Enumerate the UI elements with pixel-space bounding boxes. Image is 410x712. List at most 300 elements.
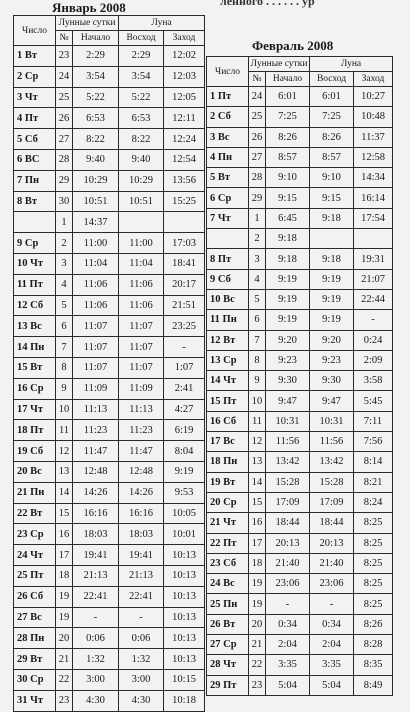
lunar-start-cell: 10:51 [73, 191, 119, 212]
lunar-num-cell: 10 [56, 399, 73, 420]
header-num: № [56, 31, 73, 46]
lunar-start-cell: 11:09 [73, 378, 119, 399]
lunar-start-cell: 3:54 [73, 66, 119, 87]
table-row [14, 253, 205, 274]
header-lunar-day: Лунные сутки [56, 16, 119, 31]
header-set: Заход [164, 31, 205, 46]
moonrise-cell: 15:28 [310, 472, 354, 492]
moonset-cell: 8:25 [354, 594, 393, 614]
header-date: Число [207, 57, 249, 87]
moonrise-cell: - [119, 607, 164, 628]
moonrise-cell: 17:09 [310, 492, 354, 512]
moonrise-cell: 10:29 [119, 170, 164, 191]
lunar-num-cell: 18 [56, 565, 73, 586]
header-rise: Восход [119, 31, 164, 46]
moonset-cell: 10:13 [164, 565, 205, 586]
table-row [207, 229, 393, 249]
date-cell: 9 Сб [207, 269, 249, 289]
date-cell: 17 Чт [14, 399, 56, 420]
moonrise-cell: 9:23 [310, 350, 354, 370]
moonset-cell: 3:58 [354, 371, 393, 391]
lunar-num-cell: 2 [56, 233, 73, 254]
table-row [207, 635, 393, 655]
moonrise-cell: 20:13 [310, 533, 354, 553]
lunar-num-cell: 7 [249, 330, 266, 350]
lunar-num-cell: 25 [56, 87, 73, 108]
lunar-start-cell: 20:13 [266, 533, 310, 553]
date-cell: 5 Сб [14, 129, 56, 150]
date-cell: 24 Чт [14, 545, 56, 566]
table-row [14, 378, 205, 399]
date-cell: 28 Пн [14, 628, 56, 649]
moonset-cell: 8:35 [354, 655, 393, 675]
lunar-start-cell: 11:07 [73, 316, 119, 337]
date-cell: 15 Пт [207, 391, 249, 411]
moonset-cell: 8:14 [354, 452, 393, 472]
table-row [207, 614, 393, 634]
date-cell: 21 Чт [207, 513, 249, 533]
moonset-cell: 8:04 [164, 441, 205, 462]
moonrise-cell: 0:34 [310, 614, 354, 634]
moonset-cell: 6:19 [164, 420, 205, 441]
moonset-cell: 8:26 [354, 614, 393, 634]
lunar-num-cell: 4 [56, 274, 73, 295]
date-cell: 25 Пт [14, 565, 56, 586]
lunar-start-cell: 11:23 [73, 420, 119, 441]
lunar-start-cell: 8:57 [266, 147, 310, 167]
lunar-start-cell: 9:40 [73, 149, 119, 170]
top-text-fragment: ленного . . . . . . ур [220, 0, 315, 8]
table-row [14, 565, 205, 586]
date-cell: 7 Чт [207, 208, 249, 228]
lunar-num-cell: 15 [249, 492, 266, 512]
lunar-num-cell: 3 [56, 253, 73, 274]
lunar-num-cell: 13 [56, 461, 73, 482]
moonset-cell: 8:24 [354, 492, 393, 512]
lunar-num-cell: 28 [56, 149, 73, 170]
moonset-cell [354, 229, 393, 249]
moonrise-cell: 1:32 [119, 649, 164, 670]
lunar-num-cell: 17 [249, 533, 266, 553]
lunar-start-cell: 17:09 [266, 492, 310, 512]
moonrise-cell: 9:20 [310, 330, 354, 350]
table-row [14, 441, 205, 462]
moonrise-cell: 9:30 [310, 371, 354, 391]
date-cell: 3 Вс [207, 127, 249, 147]
table-row [207, 513, 393, 533]
moonset-cell: 19:31 [354, 249, 393, 269]
lunar-num-cell: 19 [56, 586, 73, 607]
table-row [14, 586, 205, 607]
moonset-cell: 15:25 [164, 191, 205, 212]
moonrise-cell: 2:29 [119, 46, 164, 67]
date-cell: 30 Ср [14, 669, 56, 690]
lunar-start-cell: 6:53 [73, 108, 119, 129]
moonrise-cell: 11:07 [119, 337, 164, 358]
table-row [207, 87, 393, 107]
lunar-num-cell: 27 [249, 147, 266, 167]
table-row [207, 249, 393, 269]
date-cell: 20 Ср [207, 492, 249, 512]
date-cell: 22 Вт [14, 503, 56, 524]
date-cell: 19 Сб [14, 441, 56, 462]
lunar-start-cell: 9:15 [266, 188, 310, 208]
moonrise-cell: 12:48 [119, 461, 164, 482]
moonset-cell: 10:13 [164, 628, 205, 649]
lunar-num-cell: 26 [56, 108, 73, 129]
header-moon: Луна [310, 57, 393, 72]
lunar-start-cell: 2:04 [266, 635, 310, 655]
moonset-cell: 20:17 [164, 274, 205, 295]
lunar-start-cell: 11:47 [73, 441, 119, 462]
lunar-num-cell: 11 [249, 411, 266, 431]
lunar-start-cell: 14:37 [73, 212, 119, 233]
lunar-start-cell: 11:07 [73, 337, 119, 358]
date-cell: 19 Вт [207, 472, 249, 492]
table-row [207, 350, 393, 370]
date-cell: 4 Пт [14, 108, 56, 129]
lunar-num-cell: 19 [56, 607, 73, 628]
moonrise-cell: 16:16 [119, 503, 164, 524]
lunar-start-cell: 5:04 [266, 675, 310, 695]
lunar-start-cell: 14:26 [73, 482, 119, 503]
lunar-num-cell: 5 [249, 289, 266, 309]
moonrise-cell: 11:04 [119, 253, 164, 274]
january-title: Январь 2008 [52, 0, 126, 15]
moonrise-cell: 11:56 [310, 432, 354, 452]
table-row [14, 212, 205, 233]
lunar-num-cell: 16 [249, 513, 266, 533]
lunar-num-cell: 21 [56, 649, 73, 670]
table-row [14, 66, 205, 87]
moonrise-cell: 3:35 [310, 655, 354, 675]
lunar-num-cell: 11 [56, 420, 73, 441]
table-row [14, 461, 205, 482]
table-row [207, 432, 393, 452]
table-row [207, 533, 393, 553]
moonset-cell: 12:11 [164, 108, 205, 129]
moonset-cell: 21:07 [354, 269, 393, 289]
moonrise-cell: 6:01 [310, 87, 354, 107]
date-cell: 18 Пт [14, 420, 56, 441]
table-row [207, 655, 393, 675]
lunar-start-cell: 5:22 [73, 87, 119, 108]
table-row [14, 337, 205, 358]
moonset-cell: 10:13 [164, 649, 205, 670]
lunar-start-cell: 11:13 [73, 399, 119, 420]
january-table-body [14, 46, 205, 712]
moonrise-cell: 9:18 [310, 249, 354, 269]
table-row [14, 316, 205, 337]
moonset-cell: 21:51 [164, 295, 205, 316]
moonset-cell: - [164, 337, 205, 358]
moonrise-cell: 9:19 [310, 269, 354, 289]
lunar-num-cell: 14 [249, 472, 266, 492]
lunar-num-cell: 20 [249, 614, 266, 634]
moonrise-cell: 6:53 [119, 108, 164, 129]
date-cell: 2 Ср [14, 66, 56, 87]
date-cell: 31 Чт [14, 690, 56, 711]
date-cell: 12 Вт [207, 330, 249, 350]
header-rise: Восход [310, 72, 354, 87]
lunar-num-cell: 23 [56, 46, 73, 67]
table-row [207, 492, 393, 512]
moonrise-cell: 7:25 [310, 107, 354, 127]
moonrise-cell: 9:10 [310, 168, 354, 188]
lunar-num-cell: 9 [249, 371, 266, 391]
date-cell: 27 Ср [207, 635, 249, 655]
lunar-start-cell: 9:20 [266, 330, 310, 350]
lunar-num-cell: 25 [249, 107, 266, 127]
lunar-start-cell: 7:25 [266, 107, 310, 127]
header-num: № [249, 72, 266, 87]
moonset-cell: 17:54 [354, 208, 393, 228]
header-start: Начало [73, 31, 119, 46]
lunar-start-cell: 12:48 [73, 461, 119, 482]
moonrise-cell: 11:47 [119, 441, 164, 462]
date-cell: 16 Ср [14, 378, 56, 399]
lunar-num-cell: 1 [249, 208, 266, 228]
lunar-num-cell: 2 [249, 229, 266, 249]
table-row [14, 399, 205, 420]
table-row [14, 295, 205, 316]
moonset-cell: 9:19 [164, 461, 205, 482]
moonrise-cell: 21:13 [119, 565, 164, 586]
moonrise-cell: 11:09 [119, 378, 164, 399]
moonset-cell: 10:15 [164, 669, 205, 690]
moonrise-cell: 2:04 [310, 635, 354, 655]
lunar-num-cell: 12 [56, 441, 73, 462]
date-cell: 14 Пн [14, 337, 56, 358]
moonset-cell: 10:13 [164, 586, 205, 607]
date-cell: 16 Сб [207, 411, 249, 431]
table-row [207, 452, 393, 472]
lunar-num-cell: 13 [249, 452, 266, 472]
table-row [14, 545, 205, 566]
moonrise-cell: 19:41 [119, 545, 164, 566]
lunar-num-cell: 12 [249, 432, 266, 452]
table-row [14, 170, 205, 191]
moonrise-cell: 18:44 [310, 513, 354, 533]
date-cell: 6 ВС [14, 149, 56, 170]
date-cell: 8 Пт [207, 249, 249, 269]
moonrise-cell: 11:00 [119, 233, 164, 254]
lunar-start-cell: 11:04 [73, 253, 119, 274]
date-cell: 4 Пн [207, 147, 249, 167]
lunar-start-cell: 9:23 [266, 350, 310, 370]
date-cell: 26 Сб [14, 586, 56, 607]
lunar-start-cell: - [266, 594, 310, 614]
table-row [14, 87, 205, 108]
moonset-cell: 10:13 [164, 607, 205, 628]
lunar-num-cell: 22 [56, 669, 73, 690]
lunar-num-cell: 23 [249, 675, 266, 695]
february-table [206, 56, 393, 696]
lunar-start-cell: 15:28 [266, 472, 310, 492]
header-set: Заход [354, 72, 393, 87]
moonset-cell: 10:27 [354, 87, 393, 107]
moonrise-cell: 11:06 [119, 274, 164, 295]
table-row [207, 391, 393, 411]
moonset-cell: 7:11 [354, 411, 393, 431]
moonrise-cell: 9:18 [310, 208, 354, 228]
moonset-cell: 12:58 [354, 147, 393, 167]
table-row [14, 46, 205, 67]
lunar-num-cell: 6 [249, 310, 266, 330]
lunar-start-cell: 18:44 [266, 513, 310, 533]
moonrise-cell: 3:00 [119, 669, 164, 690]
lunar-num-cell: 7 [56, 337, 73, 358]
date-cell: 12 Сб [14, 295, 56, 316]
lunar-start-cell: 0:34 [266, 614, 310, 634]
lunar-start-cell: 9:18 [266, 229, 310, 249]
moonset-cell: 22:44 [354, 289, 393, 309]
moonset-cell: 12:54 [164, 149, 205, 170]
date-cell: 15 Вт [14, 357, 56, 378]
lunar-num-cell: 19 [249, 594, 266, 614]
moonset-cell: 8:25 [354, 513, 393, 533]
table-row [207, 269, 393, 289]
table-row [207, 127, 393, 147]
lunar-start-cell: 16:16 [73, 503, 119, 524]
table-row [14, 149, 205, 170]
date-cell [207, 229, 249, 249]
table-row [14, 607, 205, 628]
table-row [207, 330, 393, 350]
moonset-cell: 1:07 [164, 357, 205, 378]
moonset-cell: 2:09 [354, 350, 393, 370]
lunar-num-cell: 24 [249, 87, 266, 107]
lunar-start-cell: 13:42 [266, 452, 310, 472]
moonset-cell: 18:41 [164, 253, 205, 274]
moonrise-cell: 3:54 [119, 66, 164, 87]
date-cell: 29 Пт [207, 675, 249, 695]
moonrise-cell: 23:06 [310, 574, 354, 594]
table-row [207, 411, 393, 431]
moonset-cell: 5:45 [354, 391, 393, 411]
lunar-num-cell: 30 [56, 191, 73, 212]
lunar-num-cell: 9 [56, 378, 73, 399]
lunar-num-cell: 27 [56, 129, 73, 150]
moonrise-cell: 11:06 [119, 295, 164, 316]
moonset-cell: 10:18 [164, 690, 205, 711]
table-row [207, 188, 393, 208]
moonset-cell: 8:28 [354, 635, 393, 655]
moonset-cell: 14:34 [354, 168, 393, 188]
date-cell: 11 Пт [14, 274, 56, 295]
date-cell: 7 Пн [14, 170, 56, 191]
moonset-cell: 8:25 [354, 574, 393, 594]
february-title: Февраль 2008 [252, 38, 334, 53]
date-cell: 1 Вт [14, 46, 56, 67]
moonset-cell: 12:02 [164, 46, 205, 67]
date-cell: 29 Вт [14, 649, 56, 670]
lunar-num-cell: 8 [249, 350, 266, 370]
moonset-cell: 4:27 [164, 399, 205, 420]
lunar-num-cell: 6 [56, 316, 73, 337]
date-cell: 27 Вс [14, 607, 56, 628]
moonrise-cell: 0:06 [119, 628, 164, 649]
lunar-num-cell: 15 [56, 503, 73, 524]
january-table [13, 15, 205, 712]
lunar-start-cell: 9:18 [266, 249, 310, 269]
lunar-num-cell: 1 [56, 212, 73, 233]
lunar-start-cell: 11:07 [73, 357, 119, 378]
moonset-cell: 2:41 [164, 378, 205, 399]
table-row [14, 669, 205, 690]
lunar-num-cell: 8 [56, 357, 73, 378]
moonrise-cell: 11:13 [119, 399, 164, 420]
date-cell: 1 Пт [207, 87, 249, 107]
table-row [14, 357, 205, 378]
date-cell: 3 Чт [14, 87, 56, 108]
table-row [207, 553, 393, 573]
moonrise-cell: 11:07 [119, 357, 164, 378]
moonrise-cell: 8:26 [310, 127, 354, 147]
header-start: Начало [266, 72, 310, 87]
moonrise-cell: 4:30 [119, 690, 164, 711]
moonrise-cell: 22:41 [119, 586, 164, 607]
lunar-start-cell: - [73, 607, 119, 628]
lunar-start-cell: 1:32 [73, 649, 119, 670]
lunar-start-cell: 4:30 [73, 690, 119, 711]
moonrise-cell: 9:40 [119, 149, 164, 170]
moonrise-cell [119, 212, 164, 233]
moonrise-cell: 9:19 [310, 310, 354, 330]
table-row [14, 524, 205, 545]
table-row [14, 233, 205, 254]
moonrise-cell: 8:57 [310, 147, 354, 167]
header-moon: Луна [119, 16, 205, 31]
moonrise-cell: 8:22 [119, 129, 164, 150]
date-cell: 11 Пн [207, 310, 249, 330]
date-cell: 18 Пн [207, 452, 249, 472]
lunar-num-cell: 17 [56, 545, 73, 566]
moonset-cell: 11:37 [354, 127, 393, 147]
lunar-start-cell: 9:47 [266, 391, 310, 411]
moonrise-cell: 18:03 [119, 524, 164, 545]
date-cell: 8 Вт [14, 191, 56, 212]
lunar-start-cell: 6:01 [266, 87, 310, 107]
date-cell: 5 Вт [207, 168, 249, 188]
lunar-start-cell: 3:00 [73, 669, 119, 690]
moonrise-cell: 11:23 [119, 420, 164, 441]
date-cell: 10 Чт [14, 253, 56, 274]
moonset-cell: 13:56 [164, 170, 205, 191]
date-cell: 9 Ср [14, 233, 56, 254]
moonrise-cell [310, 229, 354, 249]
lunar-num-cell: 26 [249, 127, 266, 147]
moonset-cell: 10:48 [354, 107, 393, 127]
table-row [14, 191, 205, 212]
date-cell: 24 Вс [207, 574, 249, 594]
table-row [14, 690, 205, 711]
lunar-start-cell: 9:19 [266, 289, 310, 309]
table-row [14, 649, 205, 670]
moonrise-cell: 14:26 [119, 482, 164, 503]
lunar-start-cell: 8:22 [73, 129, 119, 150]
date-cell: 14 Чт [207, 371, 249, 391]
lunar-num-cell: 28 [249, 168, 266, 188]
lunar-start-cell: 21:13 [73, 565, 119, 586]
lunar-start-cell: 0:06 [73, 628, 119, 649]
table-row [207, 289, 393, 309]
lunar-start-cell: 9:19 [266, 310, 310, 330]
lunar-num-cell: 19 [249, 574, 266, 594]
lunar-start-cell: 11:00 [73, 233, 119, 254]
lunar-num-cell: 24 [56, 66, 73, 87]
moonrise-cell: - [310, 594, 354, 614]
